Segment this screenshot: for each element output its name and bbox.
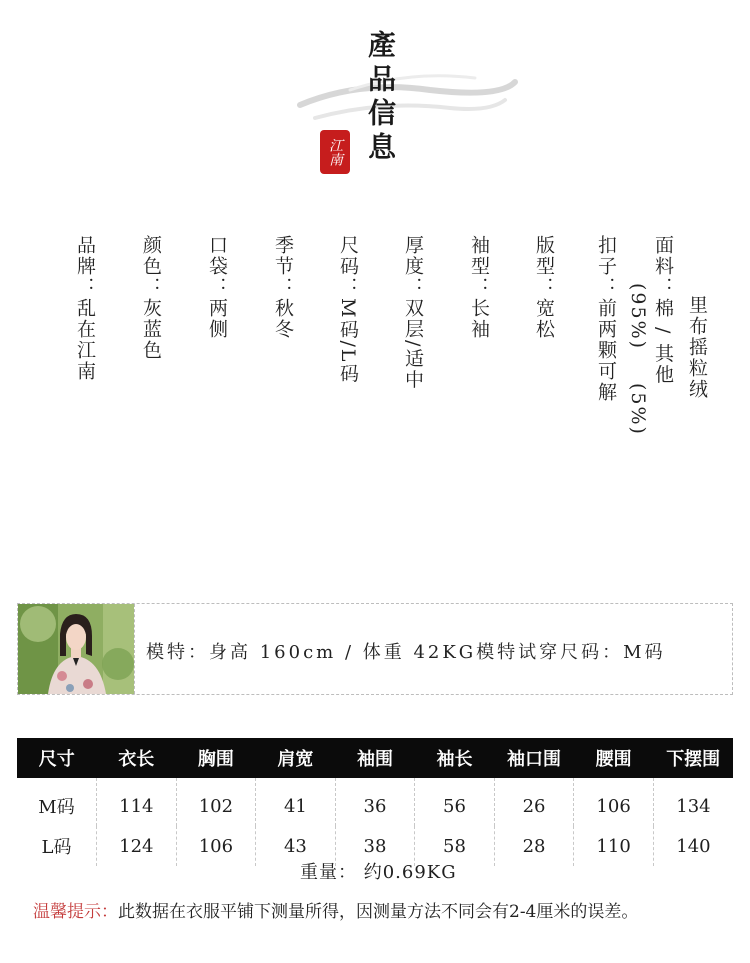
- table-cell: 106: [574, 778, 654, 826]
- attr-fit: 版型：宽松: [533, 235, 555, 340]
- model-photo-image: [18, 604, 134, 694]
- model-measurements: 模特：身高 160cm / 体重 42KG模特试穿尺码：M码: [146, 642, 666, 663]
- model-photo: [18, 604, 135, 694]
- table-cell: 58: [415, 826, 495, 866]
- table-cell: 110: [574, 826, 654, 866]
- col-header-sleeve-girth: 袖围: [335, 738, 415, 778]
- attr-thickness: 厚度：双层/适中: [402, 235, 424, 391]
- col-header-chest: 胸围: [176, 738, 256, 778]
- table-cell: 26: [494, 778, 574, 826]
- table-row: [17, 778, 733, 826]
- page-title: 產品信息: [364, 30, 397, 166]
- col-header-size: 尺寸: [17, 738, 97, 778]
- attr-color: 颜色：灰蓝色: [140, 235, 162, 361]
- col-header-sleeve-length: 袖长: [415, 738, 495, 778]
- note-label: 温馨提示：: [33, 902, 118, 922]
- col-header-length: 衣长: [97, 738, 177, 778]
- attr-buttons: 扣子：前两颗可解: [595, 235, 617, 403]
- brand-seal-stamp: 江南: [320, 130, 350, 174]
- col-header-shoulder: 肩宽: [256, 738, 336, 778]
- attr-sleeve: 袖型：长袖: [468, 235, 490, 340]
- table-cell: 38: [335, 826, 415, 866]
- table-cell: 28: [494, 826, 574, 866]
- table-cell: 106: [176, 826, 256, 866]
- material-pct-other: (5%): [627, 383, 649, 436]
- col-header-cuff: 袖口围: [494, 738, 574, 778]
- attr-material: 面料：棉 / 其他: [652, 235, 674, 386]
- table-cell: 124: [97, 826, 177, 866]
- table-cell: 140: [676, 835, 711, 857]
- table-cell: 102: [176, 778, 256, 826]
- garment-weight: 重量： 约0.69KG: [300, 862, 457, 883]
- table-cell: 41: [256, 778, 336, 826]
- col-header-hem: 下摆围: [653, 738, 733, 778]
- col-header-waist: 腰围: [574, 738, 654, 778]
- header: [290, 20, 520, 190]
- table-cell: 56: [415, 778, 495, 826]
- attr-pocket: 口袋：两侧: [206, 235, 228, 340]
- attr-lining: 里布摇粒绒: [686, 295, 708, 400]
- ink-swirl-decoration: [290, 60, 520, 140]
- table-cell: L码: [17, 826, 97, 866]
- note-text: 此数据在衣服平铺下测量所得，因测量方法不同会有2-4厘米的误差。: [118, 902, 639, 922]
- table-cell: 36: [335, 778, 415, 826]
- attr-season: 季节：秋冬: [272, 235, 294, 340]
- attr-brand: 品牌：乱在江南: [74, 235, 96, 382]
- measurement-note: [33, 897, 638, 922]
- table-cell: 134: [676, 795, 711, 817]
- model-info: [17, 603, 733, 695]
- table-cell: M码: [17, 778, 97, 826]
- attr-size: 尺码：M码/L码: [337, 235, 359, 385]
- size-table: [17, 738, 733, 866]
- product-attributes: [0, 235, 750, 555]
- material-pct-cotton: (95%): [627, 283, 649, 351]
- table-cell: 114: [97, 778, 177, 826]
- table-cell: 43: [256, 826, 336, 866]
- size-table-header: [17, 738, 733, 778]
